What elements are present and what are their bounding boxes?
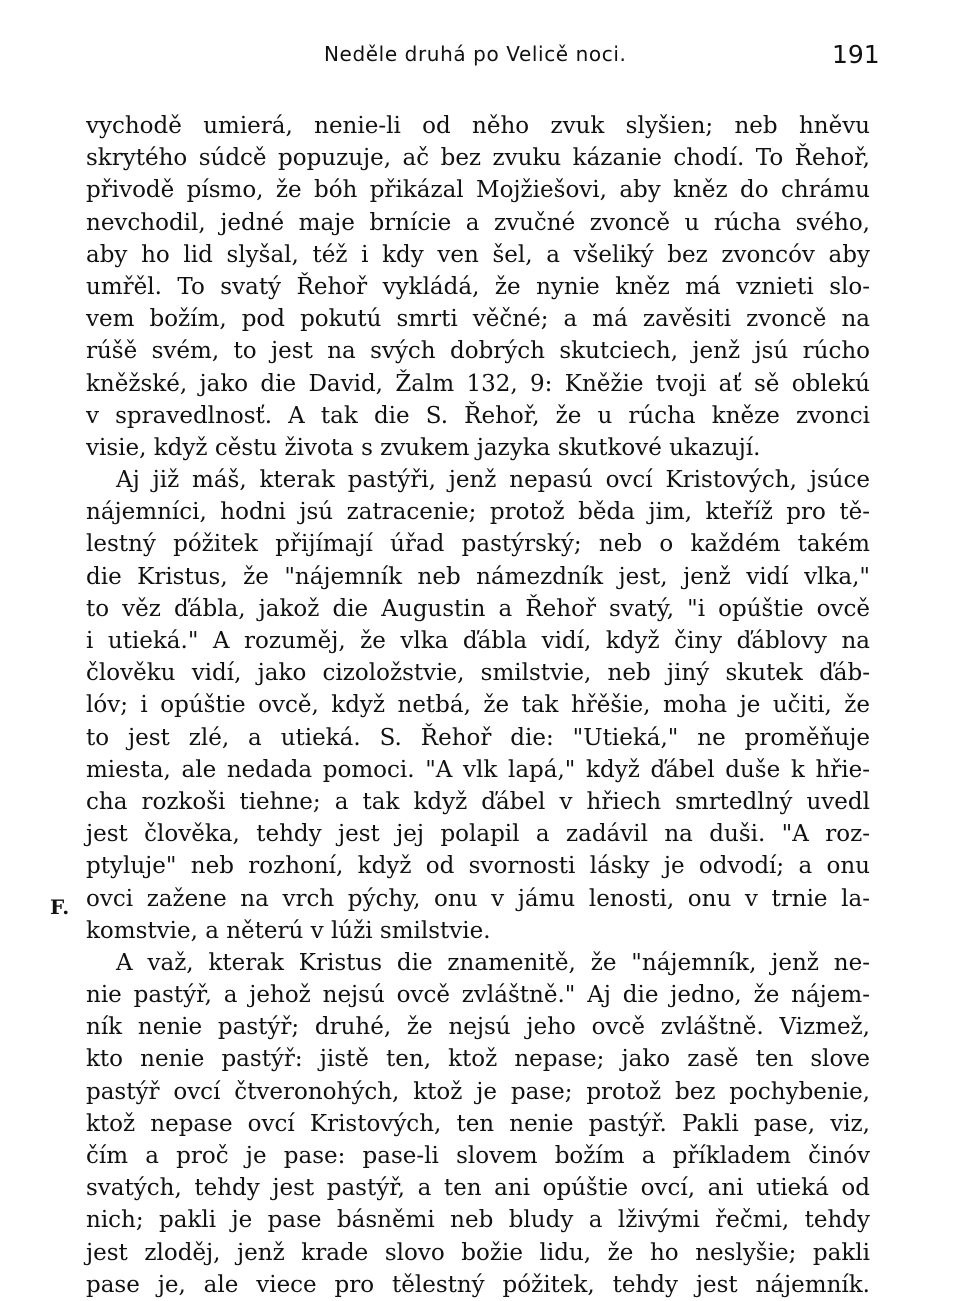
text-line: komstvie, a něterú v lúži smilstvie. bbox=[86, 917, 491, 944]
text-line: pastýř ovcí čtveronohých, ktož je pase; protož bez pochybenie, bbox=[86, 1078, 870, 1105]
text-line: jest zloděj, jenž krade slovo božie lidu, že ho neslyšie; pakli bbox=[86, 1239, 870, 1266]
text-line: umřěl. To svatý Řehoř vykládá, že nynie kněz má vznieti slo- bbox=[86, 273, 870, 300]
text-line: skrytého súdcě popuzuje, ač bez zvuku kázanie chodí. To Řehoř, bbox=[86, 145, 870, 172]
text-line: lóv; i opúštie ovcě, když netbá, že tak hřěšie, moha je učiti, že bbox=[86, 692, 870, 719]
text-line: to věz ďábla, jakož die Augustin a Řehoř svatý, "i opúštie ovcě bbox=[86, 595, 870, 622]
text-line: die Kristus, že "nájemník neb námezdník jest, jenž vidí vlka," bbox=[86, 563, 870, 590]
text-line: ník nenie pastýř; druhé, že nejsú jeho ovcě zvláštně. Vizmež, bbox=[86, 1014, 870, 1041]
text-line: to jest zlé, a utieká. S. Řehoř die: "Utieká," ne proměňuje bbox=[86, 724, 870, 751]
text-line: visie, když cěstu života s zvukem jazyka skutkové ukazují. bbox=[86, 434, 761, 461]
text-line: rúšě svém, to jest na svých dobrých skutciech, jenž jsú rúcho bbox=[86, 338, 870, 365]
text-line: ptyluje" neb rozhoní, když od svornosti lásky je odvodí; a onu bbox=[86, 853, 870, 880]
text-line: nájemníci, hodni jsú zatracenie; protož běda jim, kteříž pro tě- bbox=[86, 499, 870, 526]
running-head bbox=[0, 40, 960, 80]
text-line: i utieká." A rozuměj, že vlka ďábla vidí, když činy ďáblovy na bbox=[86, 628, 870, 654]
text-line: nich; pakli je pase básněmi neb bludy a lživými řečmi, tehdy bbox=[86, 1207, 870, 1234]
text-line: svatých, tehdy jest pastýř, a ten ani opúštie ovcí, ani utieká od bbox=[86, 1175, 870, 1202]
text-line: pase je, ale viece pro tělestný póžitek, tehdy jest nájemník. bbox=[86, 1271, 870, 1298]
text-line: kto nenie pastýř: jistě ten, ktož nepase; jako zasě ten slove bbox=[86, 1046, 870, 1073]
text-line: kněžské, jako die David, Žalm 132, 9: Kněžie tvoji ať sě oblekú bbox=[86, 370, 870, 397]
text-line: ktož nepase ovcí Kristových, ten nenie pastýř. Pakli pase, viz, bbox=[86, 1110, 870, 1137]
text-line: čím a proč je pase: pase-li slovem božím a příkladem činóv bbox=[86, 1143, 870, 1169]
margin-note: F. bbox=[50, 895, 70, 919]
text-line: miesta, ale nedada pomoci. "A vlk lapá," když ďábel duše k hřie- bbox=[86, 756, 870, 783]
text-line: přivodě písmo, že bóh přikázal Mojžiešovi, aby kněz do chrámu bbox=[86, 177, 870, 204]
text-line: nevchodil, jedné maje brnície a zvučné zvoncě u rúcha svého, bbox=[86, 209, 870, 236]
text-line: jest člověka, tehdy jest jej polapil a zadávil na duši. "A roz- bbox=[86, 821, 870, 848]
page-number: 191 bbox=[832, 40, 880, 69]
text-line: vychodě umierá, nenie-li od něho zvuk slyšien; neb hněvu bbox=[86, 113, 870, 139]
running-title: Neděle druhá po Velicě noci. bbox=[324, 42, 627, 66]
text-line: nie pastýř, a jehož nejsú ovcě zvláštně." Aj die jedno, že nájem- bbox=[86, 982, 870, 1009]
text-line: Aj již máš, kterak pastýři, jenž nepasú ovcí Kristových, jsúce bbox=[116, 467, 870, 494]
text-line: vem božím, pod pokutú smrti věčné; a má zavěsiti zvoncě na bbox=[86, 306, 870, 333]
text-line: cha rozkoši tiehne; a tak když ďábel v hřiech smrtedlný uvedl bbox=[86, 788, 870, 815]
text-line: v spravedlnosť. A tak die S. Řehoř, že u rúcha kněze zvonci bbox=[86, 402, 870, 429]
text-line: lestný póžitek přijímají úřad pastýrský; neb o každém takém bbox=[86, 531, 870, 558]
body-text bbox=[86, 110, 870, 1301]
text-line: A važ, kterak Kristus die znamenitě, že "nájemník, jenž ne- bbox=[116, 949, 870, 976]
text-line: člověku vidí, jako cizoložstvie, smilstvie, neb jiný skutek ďáb- bbox=[86, 660, 870, 687]
text-line: aby ho lid slyšal, též i kdy ven šel, a všeliký bez zvoncóv aby bbox=[86, 241, 870, 268]
text-line: ovci zažene na vrch pýchy, onu v jámu lenosti, onu v trnie la- bbox=[86, 885, 870, 912]
